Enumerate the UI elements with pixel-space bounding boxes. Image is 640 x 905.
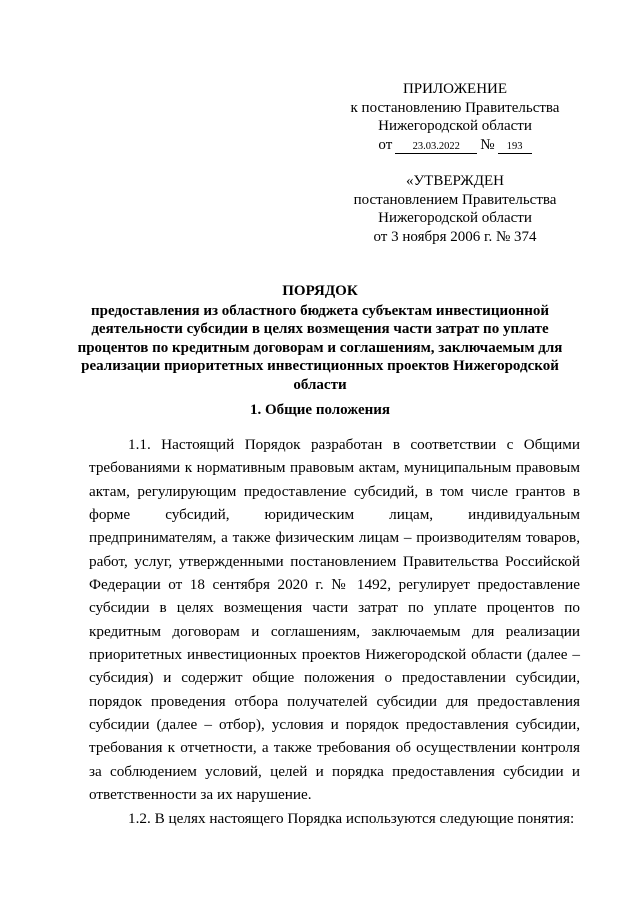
number-prefix: № — [480, 136, 495, 153]
appendix-block — [330, 80, 580, 154]
date-prefix: от — [378, 136, 393, 153]
title-main: ПОРЯДОК — [282, 283, 358, 299]
section-heading: 1. Общие положения — [249, 402, 391, 418]
paragraph-1-2: 1.2. В целях настоящего Порядка используются следующие понятия: — [128, 809, 575, 827]
approved-heading: «УТВЕРЖДЕН — [406, 173, 504, 189]
approved-block — [330, 172, 580, 246]
appendix-date-line — [330, 136, 580, 155]
paragraph-1-1: 1.1. Настоящий Порядок разработан в соответствии с Общими требованиями к нормативным правовым актам, муниципальным правовым актам, регулирующим предоставление субсидий, в том числе грантов в форме субсидий, юридическим лицам, индивидуальным предпринимателям, а также физическим лицам – производителям товаров, работ, услуг, утвержденными постановлением Правительства Российской Федерации от 18 сентября 2020 г. № 1492, регулирует предоставление субсидии в целях возмещения части затрат по уплате процентов по кредитным договорам и соглашениям, заключаемым для реализации приоритетных инвестиционных проектов Нижегородской области (далее – субсидия) и содержит общие положения о предоставлении субсидии, порядок проведения отбора получателей субсидии для предоставления субсидии (далее – отбор), условия и порядок предоставления субсидии, требования к отчетности, а также требования об осуществлении контроля за соблюдением условий, целей и порядка предоставления субсидии и ответственности за их нарушение. — [89, 436, 580, 804]
approved-line-date: от 3 ноября 2006 г. № 374 — [373, 228, 537, 245]
appendix-line-region: Нижегородской области — [378, 118, 532, 134]
date-field: 23.03.2022 — [395, 141, 477, 154]
approved-line-resolution: постановлением Правительства — [353, 191, 557, 208]
approved-line-region: Нижегородской области — [378, 210, 532, 226]
number-field: 193 — [498, 141, 532, 154]
document-title — [72, 282, 568, 395]
appendix-line-resolution: к постановлению Правительства — [350, 99, 560, 116]
document-body — [89, 433, 580, 830]
title-subtitle: предоставления из областного бюджета субъектам инвестиционной деятельности субсидии в целях возмещения части затрат по уплате процентов по кредитным договорам и соглашениям, заключаемым для реализации приоритетных инвестиционных проектов Нижегородской области — [77, 302, 563, 393]
appendix-heading: ПРИЛОЖЕНИЕ — [402, 81, 508, 97]
